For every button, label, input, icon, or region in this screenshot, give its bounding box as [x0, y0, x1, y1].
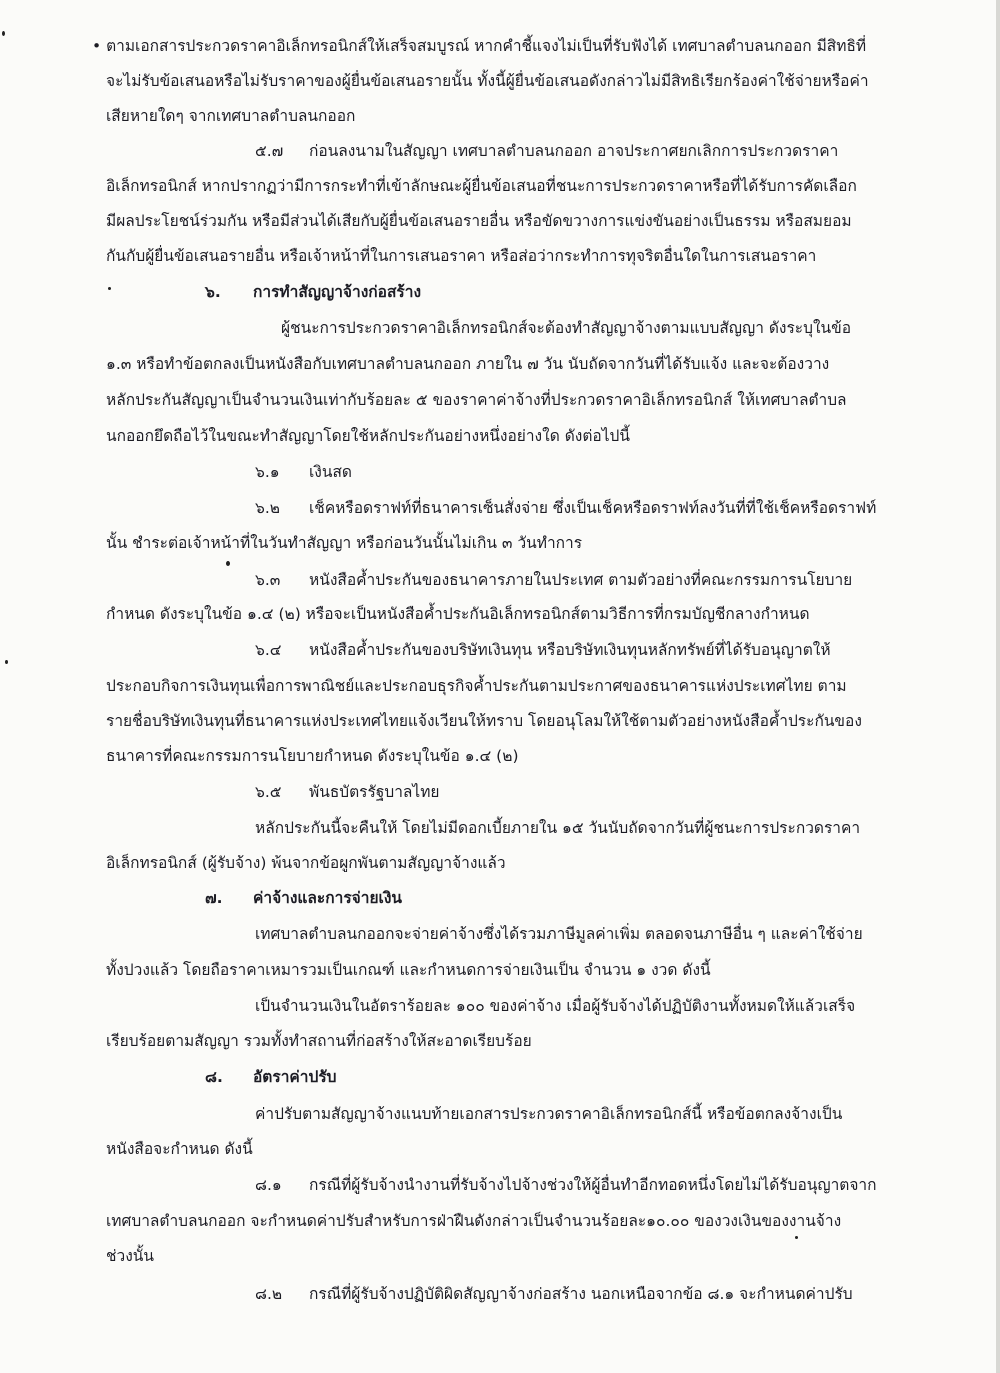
- text-line: เช็คหรือดราฟท์ที่ธนาคารเซ็นสั่งจ่าย ซึ่งเป็นเช็คหรือดราฟท์ลงวันที่ที่ใช้เช็คหรือดราฟท์: [309, 499, 877, 517]
- item-number: ๖.๔: [255, 641, 282, 659]
- text-line: เรียบร้อยตามสัญญา รวมทั้งทำสถานที่ก่อสร้างให้สะอาดเรียบร้อย: [106, 1032, 532, 1050]
- text-line: ผู้ชนะการประกวดราคาอิเล็กทรอนิกส์จะต้องทำสัญญาจ้างตามแบบสัญญา ดังระบุในข้อ: [281, 319, 852, 337]
- section-number: ๘.: [205, 1068, 223, 1086]
- scan-speck: [108, 287, 111, 290]
- text-line: หนังสือจะกำหนด ดังนี้: [106, 1140, 253, 1158]
- text-line: หลักประกันนี้จะคืนให้ โดยไม่มีดอกเบี้ยภายใน ๑๕ วันนับถัดจากวันที่ผู้ชนะการประกวดราคา: [255, 819, 861, 837]
- section-number: ๖.: [205, 283, 221, 301]
- item-number: ๖.๕: [255, 783, 282, 801]
- text-line: เงินสด: [309, 463, 352, 481]
- text-line: อิเล็กทรอนิกส์ หากปรากฏว่ามีการกระทำที่เข้าลักษณะผู้ยื่นข้อเสนอที่ชนะการประกวดราคาหรือที่ได้รับการคัดเลือก: [106, 177, 857, 195]
- item-number: ๕.๗: [255, 142, 284, 160]
- text-line: อิเล็กทรอนิกส์ (ผู้รับจ้าง) พ้นจากข้อผูกพันตามสัญญาจ้างแล้ว: [106, 854, 506, 872]
- scan-speck: [226, 561, 230, 566]
- item-number: ๖.๓: [255, 571, 281, 589]
- text-line: เทศบาลตำบลนกออกจะจ่ายค่าจ้างซึ่งได้รวมภาษีมูลค่าเพิ่ม ตลอดจนภาษีอื่น ๆ และค่าใช้จ่าย: [255, 925, 863, 943]
- page-edge: [996, 0, 1000, 1373]
- text-line: ประกอบกิจการเงินทุนเพื่อการพาณิชย์และประกอบธุรกิจค้ำประกันตามประกาศของธนาคารแห่งประเทศไทย ตาม: [106, 677, 847, 695]
- text-line: ค่าปรับตามสัญญาจ้างแนบท้ายเอกสารประกวดราคาอิเล็กทรอนิกส์นี้ หรือข้อตกลงจ้างเป็น: [255, 1105, 843, 1123]
- scan-speck: [5, 660, 8, 664]
- section-heading: ค่าจ้างและการจ่ายเงิน: [253, 889, 402, 907]
- text-line: หนังสือค้ำประกันของธนาคารภายในประเทศ ตามตัวอย่างที่คณะกรรมการนโยบาย: [309, 571, 853, 589]
- section-heading: อัตราค่าปรับ: [253, 1068, 337, 1086]
- text-line: ช่วงนั้น: [106, 1247, 154, 1265]
- text-line: หนังสือค้ำประกันของบริษัทเงินทุน หรือบริษัทเงินทุนหลักทรัพย์ที่ได้รับอนุญาตให้: [309, 641, 831, 659]
- text-line: หลักประกันสัญญาเป็นจำนวนเงินเท่ากับร้อยละ ๕ ของราคาค่าจ้างที่ประกวดราคาอิเล็กทรอนิกส์ ให้เทศบาลตำบล: [106, 391, 847, 409]
- scan-speck: [795, 1236, 798, 1239]
- text-line: รายชื่อบริษัทเงินทุนที่ธนาคารแห่งประเทศไทยแจ้งเวียนให้ทราบ โดยอนุโลมให้ใช้ตามตัวอย่างหนังสือค้ำประกันของ: [106, 712, 862, 730]
- text-line: นั้น ชำระต่อเจ้าหน้าที่ในวันทำสัญญา หรือก่อนวันนั้นไม่เกิน ๓ วันทำการ: [106, 534, 583, 552]
- text-line: เป็นจำนวนเงินในอัตราร้อยละ ๑๐๐ ของค่าจ้าง เมื่อผู้รับจ้างได้ปฏิบัติงานทั้งหมดให้แล้วเสร็จ: [255, 997, 856, 1015]
- text-line: นกออกยึดถือไว้ในขณะทำสัญญาโดยใช้หลักประกันอย่างหนึ่งอย่างใด ดังต่อไปนี้: [106, 427, 630, 445]
- text-line: กรณีที่ผู้รับจ้างนำงานที่รับจ้างไปจ้างช่วงให้ผู้อื่นทำอีกทอดหนึ่งโดยไม่ได้รับอนุญาตจาก: [309, 1176, 877, 1194]
- text-line: • ตามเอกสารประกวดราคาอิเล็กทรอนิกส์ให้เสร็จสมบูรณ์ หากคำชี้แจงไม่เป็นที่รับฟังได้ เทศบาลตำบลนกออก มีสิทธิที่: [92, 37, 867, 55]
- text-line: ทั้งปวงแล้ว โดยถือราคาเหมารวมเป็นเกณฑ์ และกำหนดการจ่ายเงินเป็น จำนวน ๑ งวด ดังนี้: [106, 961, 711, 979]
- text-line: ก่อนลงนามในสัญญา เทศบาลตำบลนกออก อาจประกาศยกเลิกการประกวดราคา: [309, 142, 839, 160]
- item-number: ๘.๑: [255, 1176, 282, 1194]
- section-heading: การทำสัญญาจ้างก่อสร้าง: [253, 283, 422, 301]
- text-line: เสียหายใดๆ จากเทศบาลตำบลนกออก: [106, 107, 356, 125]
- text-line: กันกับผู้ยื่นข้อเสนอรายอื่น หรือเจ้าหน้าที่ในการเสนอราคา หรือส่อว่ากระทำการทุจริตอื่นใดในการเสนอราคา: [106, 247, 817, 265]
- section-number: ๗.: [205, 889, 223, 907]
- text-line: จะไม่รับข้อเสนอหรือไม่รับราคาของผู้ยื่นข้อเสนอรายนั้น ทั้งนี้ผู้ยื่นข้อเสนอดังกล่าวไม่มีสิทธิเรียกร้องค่าใช้จ่ายหรือค่า: [106, 72, 869, 90]
- text-line: กรณีที่ผู้รับจ้างปฏิบัติผิดสัญญาจ้างก่อสร้าง นอกเหนือจากข้อ ๘.๑ จะกำหนดค่าปรับ: [309, 1285, 853, 1303]
- item-number: ๖.๒: [255, 499, 280, 517]
- scan-speck: [2, 31, 5, 36]
- text-line: พันธบัตรรัฐบาลไทย: [309, 783, 440, 801]
- text-line: เทศบาลตำบลนกออก จะกำหนดค่าปรับสำหรับการฝ่าฝืนดังกล่าวเป็นจำนวนร้อยละ๑๐.๐๐ ของวงเงินของงานจ้าง: [106, 1212, 842, 1230]
- text-line: มีผลประโยชน์ร่วมกัน หรือมีส่วนได้เสียกับผู้ยื่นข้อเสนอรายอื่น หรือขัดขวางการแข่งขันอย่างเป็นธรรม หรือสมยอม: [106, 212, 852, 230]
- item-number: ๘.๒: [255, 1285, 283, 1303]
- text-line: ธนาคารที่คณะกรรมการนโยบายกำหนด ดังระบุในข้อ ๑.๔ (๒): [106, 747, 519, 765]
- text-line: กำหนด ดังระบุในข้อ ๑.๔ (๒) หรือจะเป็นหนังสือค้ำประกันอิเล็กทรอนิกส์ตามวิธีการที่กรมบัญชีกลางกำหนด: [106, 605, 810, 623]
- item-number: ๖.๑: [255, 463, 280, 481]
- text-line: ๑.๓ หรือทำข้อตกลงเป็นหนังสือกับเทศบาลตำบลนกออก ภายใน ๗ วัน นับถัดจากวันที่ได้รับแจ้ง และจะต้องวาง: [106, 355, 830, 373]
